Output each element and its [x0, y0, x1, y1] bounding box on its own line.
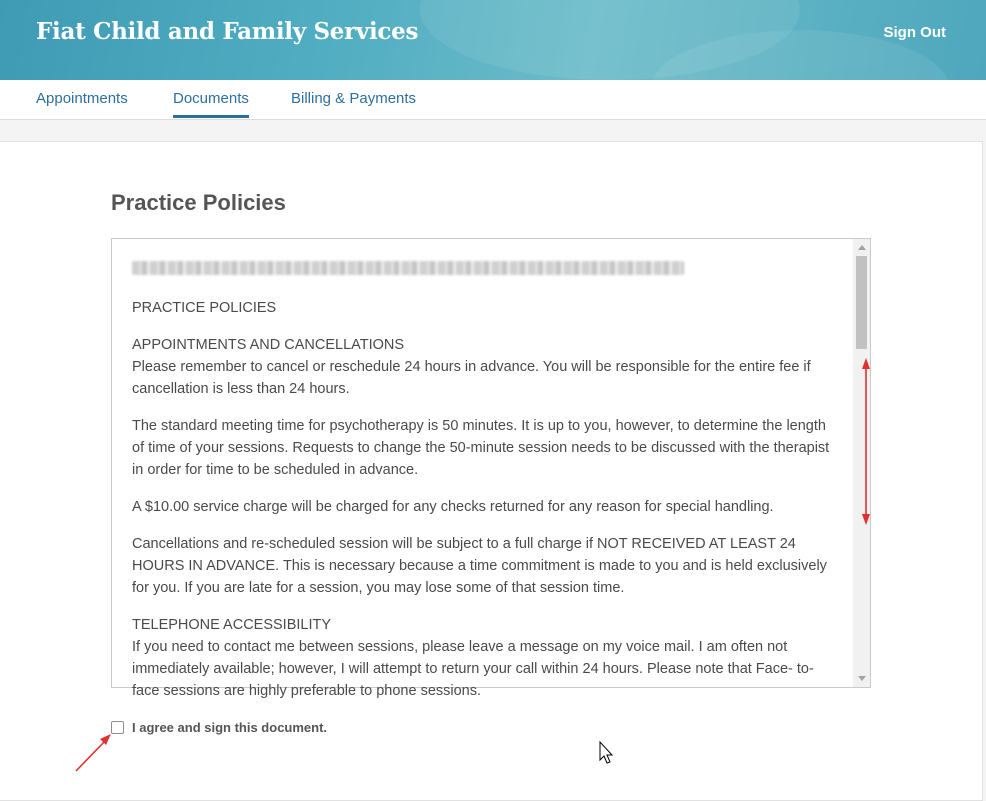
nav-bar	[0, 80, 986, 120]
brand-title: Fiat Child and Family Services	[36, 18, 419, 45]
doc-paragraph: A $10.00 service charge will be charged for any checks returned for any reason for special handling.	[132, 499, 774, 515]
doc-paragraph: If you need to contact me between sessions, please leave a message on my voice mail. I am often not immediately available; however, I will attempt to return your call within 24 hours. Please note that Face- to-face sessions are highly preferable to phone sessions.	[132, 639, 814, 699]
agree-label[interactable]: I agree and sign this document.	[132, 720, 328, 735]
doc-section-heading: TELEPHONE ACCESSIBILITY	[132, 617, 332, 633]
document-scrollbar[interactable]	[853, 239, 870, 687]
document-viewer[interactable]	[111, 238, 871, 699]
agree-row[interactable]	[111, 720, 327, 735]
scroll-thumb[interactable]	[856, 256, 867, 349]
scroll-down-arrow-icon[interactable]	[858, 676, 866, 681]
scroll-up-arrow-icon[interactable]	[858, 245, 866, 250]
tab-documents[interactable]: Documents	[173, 90, 249, 118]
doc-section-heading: APPOINTMENTS AND CANCELLATIONS	[132, 337, 405, 353]
page-title: Practice Policies	[111, 190, 286, 215]
doc-paragraph: Please remember to cancel or reschedule 24 hours in advance. You will be responsible for the entire fee if cancellation is less than 24 hours.	[132, 359, 811, 397]
doc-heading: PRACTICE POLICIES	[132, 300, 277, 316]
doc-paragraph: Cancellations and re-scheduled session will be subject to a full charge if NOT RECEIVED AT LEAST 24 HOURS IN ADVANCE. This is necessary because a time commitment is made to you and is held exclusively for you. If you are late for a session, you may lose some of that session time.	[132, 536, 827, 596]
agree-checkbox[interactable]	[111, 721, 124, 734]
tab-billing-payments[interactable]: Billing & Payments	[291, 90, 417, 107]
redacted-practice-info	[132, 261, 684, 275]
tab-appointments[interactable]: Appointments	[36, 90, 128, 107]
document-text	[132, 257, 837, 717]
sign-out-link[interactable]: Sign Out	[883, 24, 946, 41]
doc-paragraph: The standard meeting time for psychotherapy is 50 minutes. It is up to you, however, to determine the length of time of your sessions. Requests to change the 50-minute session needs to be discussed with the therapist in order for time to be scheduled in advance.	[132, 418, 830, 478]
app-header	[0, 0, 986, 80]
